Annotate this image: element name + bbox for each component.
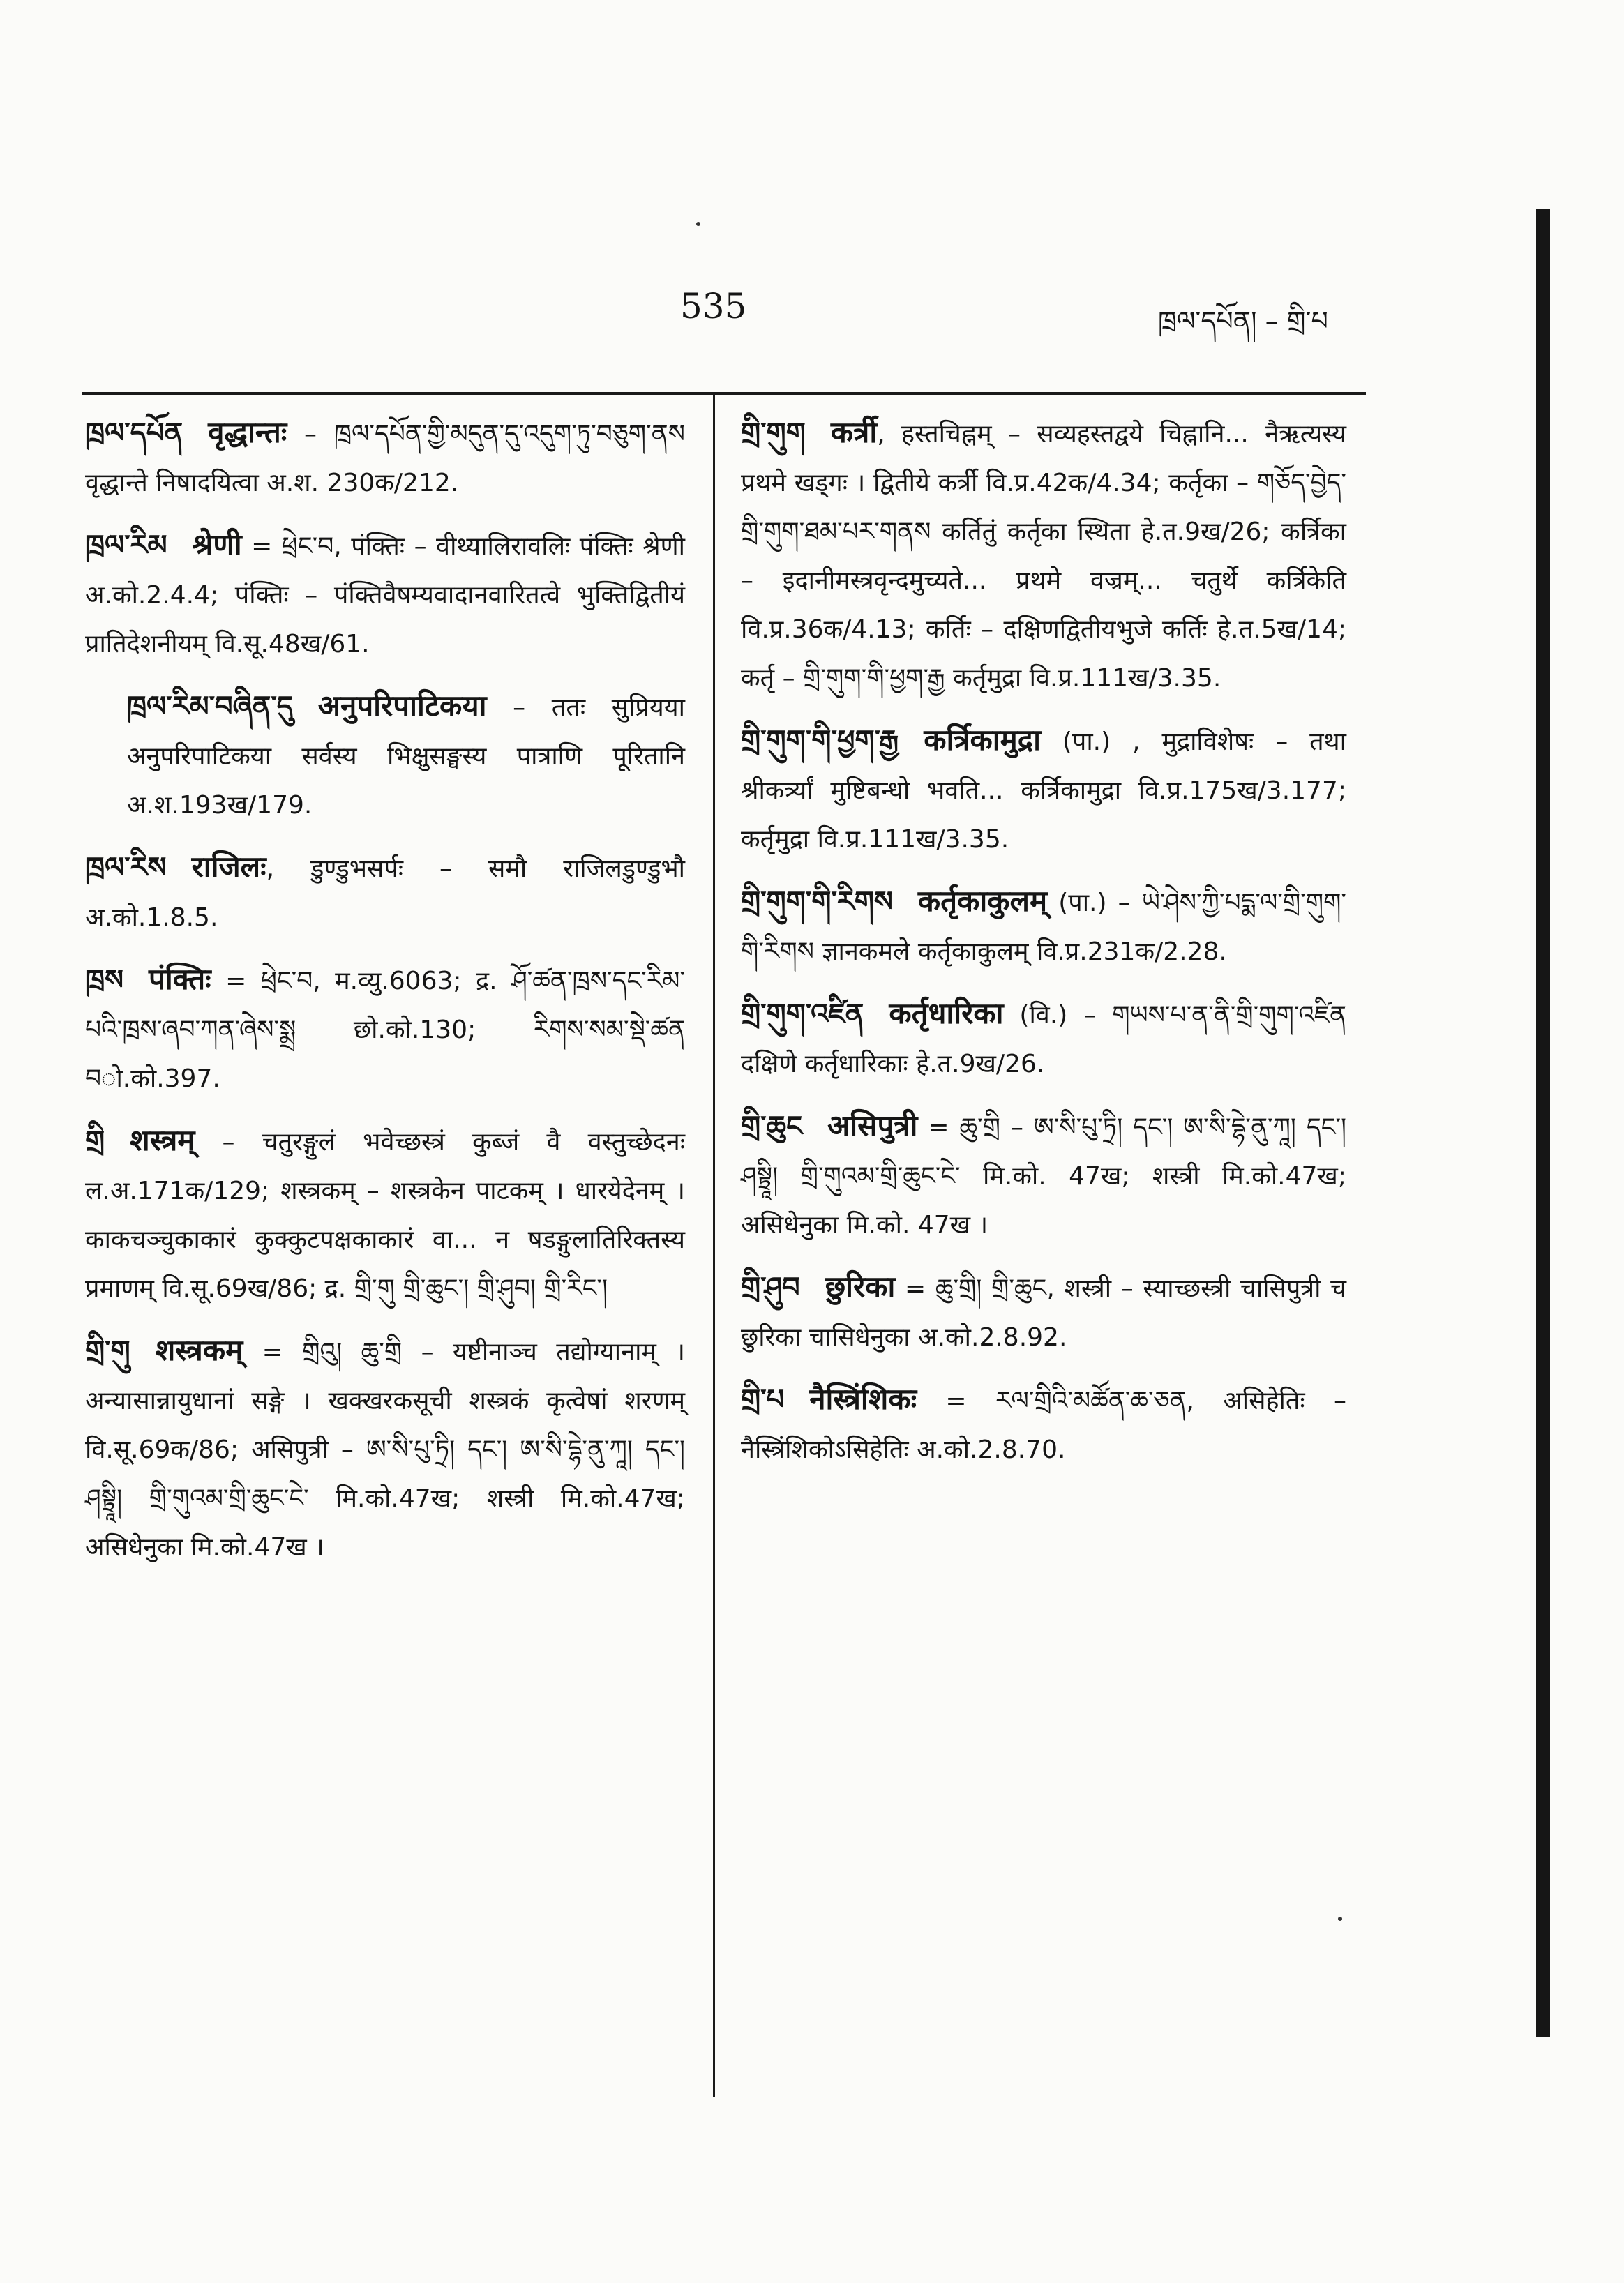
dictionary-subentry <box>85 681 685 830</box>
entry-headword: གྲི་གུག་གི་ཕྱག་རྒྱ <box>741 725 899 757</box>
entry-term: कर्तृकाकुलम् <box>917 884 1048 918</box>
entry-body: = ཆུ་གྲི – ཨ་སི་པུ་ཏྲི། དང་། ཨ་སི་དྷེ་ནུ་ཀཱ། དང་། ཤསྟྲཱི། གྲི་གུའམ་གྲི་ཆུང་ངེ་ मि.को. 47ख; शस्त्री मि.को.47ख; असिधेनुका मि.को. 47ख । <box>741 1113 1346 1240</box>
dictionary-entry <box>741 989 1346 1089</box>
entry-term: पंक्तिः <box>149 962 211 996</box>
entry-term: कर्त्रिकामुद्रा <box>924 723 1041 757</box>
entry-headword: ཁྲལ་རིམ་བཞིན་དུ <box>127 691 293 723</box>
entry-body: = གྲིའུ། ཆུ་གྲི – यष्टीनाञ्च तद्योग्यानाम् । अन्यासान्नायुधानां सङ्गे । खक्खरकसूची शस्त्रकं कृत्वेषां शरणम् वि.सू.69क/86; असिपुत्री – ཨ་སི་པུ་ཏྲི། དང་། ཨ་སི་དྷེ་ནུ་ཀཱ། དང་། ཤསྟྲཱི། གྲི་གུའམ་གྲི་ཆུང་ངེ་ मि.को.47ख; शस्त्री मि.को.47ख; असिधेनुका मि.को.47ख । <box>85 1338 685 1562</box>
entry-body: = ཕྲེང་བ, पंक्तिः – वीथ्यालिरावलिः पंक्तिः श्रेणी अ.को.2.4.4; पंक्तिः – पंक्तिवैषम्यवादानवारितत्वे भुक्तिद्वितीयं प्रातिदेशनीयम् वि.सू.48ख/61. <box>85 532 685 658</box>
entry-body: = ཆུ་གྲི། གྲི་ཆུང, शस्त्री – स्याच्छस्त्री चासिपुत्री च छुरिका चासिधेनुका अ.को.2.8.92. <box>741 1274 1346 1352</box>
entry-headword: ཁྲལ་དཔོན <box>85 417 183 449</box>
entry-term: राजिलः <box>191 850 266 884</box>
dictionary-entry <box>85 1116 685 1313</box>
entry-headword: གྲི <box>85 1125 105 1157</box>
dictionary-entry <box>85 843 685 942</box>
column-divider <box>713 395 715 2097</box>
entry-body: (पा.) , मुद्राविशेषः – तथा श्रीकर्त्र्यां मुष्टिबन्धो भवति... कर्त्रिकामुद्रा वि.प्र.175ख/3.177; कर्तृमुद्रा वि.प्र.111ख/3.35. <box>741 728 1346 854</box>
entry-headword: ཁྲས <box>85 964 123 996</box>
entry-headword: གྲི་ཤུབ <box>741 1272 800 1304</box>
dictionary-entry <box>741 1263 1346 1362</box>
running-head: ཁྲལ་དཔོན། – གྲི་པ <box>1158 306 1328 336</box>
scan-speck <box>696 222 700 226</box>
entry-body: = ཕྲེང་བ, म.व्यु.6063; द्र. ཤོ་ཚན་ཁྲས་དང་རིམ་པའི་ཁྲས་ཞབ་ཀན་ཞེས་སྨྲ छो.को.130; རིགས་སམ་སྡེ་ཚན བो.को.397. <box>85 967 685 1093</box>
entry-term: अनुपरिपाटिकया <box>317 688 487 723</box>
entry-term: श्रेणी <box>192 527 242 562</box>
entry-body: , हस्तचिह्नम् – सव्यहस्तद्वये चिह्नानि... नैऋत्यस्य प्रथमे खड्गः । द्वितीये कर्त्री वि.प्र.42क/4.34; कर्तृका – གཅོད་བྱེད་གྲི་གུག་ཐམ་པར་གནས कर्तितुं कर्तृका स्थिता हे.त.9ख/26; कर्त्रिका – इदानीमस्त्रवृन्दमुच्यते... प्रथमे वज्रम्... चतुर्थे कर्त्रिकेति वि.प्र.36क/4.13; कर्तिः – दक्षिणद्वितीयभुजे कर्तिः हे.त.5ख/14; कर्तृ – གྲི་གུག་གི་ཕྱག་རྒྱ कर्तृमुद्रा वि.प्र.111ख/3.35. <box>741 420 1346 693</box>
entry-headword: གྲི་པ <box>741 1384 785 1416</box>
scan-speck <box>1338 1917 1342 1921</box>
entry-headword: གྲི་ཆུང <box>741 1110 803 1143</box>
entry-headword: གྲི་གུ <box>85 1335 130 1367</box>
entry-body: = རལ་གྲིའི་མཚོན་ཆ་ཅན, असिहेतिः – नैस्त्रिंशिकोऽसिहेतिः अ.को.2.8.70. <box>741 1387 1346 1464</box>
dictionary-entry <box>85 408 685 508</box>
dictionary-entry <box>85 1326 685 1572</box>
dictionary-entry <box>85 955 685 1103</box>
entry-term: शस्त्रम् <box>130 1123 195 1157</box>
entry-headword: གྲི་གུག་གི་རིགས <box>741 886 893 918</box>
dictionary-entry <box>741 877 1346 977</box>
entry-term: नैस्त्रिंशिकः <box>809 1382 917 1416</box>
entry-term: शस्त्रकम् <box>155 1333 243 1367</box>
page-number: 535 <box>680 286 747 326</box>
entry-body: , डुण्डुभसर्पः – समौ राजिलडुण्डुभौ अ.को.1.8.5. <box>85 854 685 932</box>
entry-body: (पा.) – ཡེ་ཤེས་ཀྱི་པདྨ་ལ་གྲི་གུག་གི་རིགས ज्ञानकमले कर्तृकाकुलम् वि.प्र.231क/2.28. <box>741 889 1346 966</box>
dictionary-entry <box>741 1375 1346 1475</box>
entry-body: – ཁྲལ་དཔོན་གྱི་མདུན་དུ་འདུག་ཏུ་བཅུག་ནས वृद्धान्ते निषादयित्वा अ.श. 230क/212. <box>85 420 685 497</box>
entry-term: असिपुत्री <box>827 1108 918 1143</box>
entry-term: कर्तृधारिका <box>889 996 1004 1030</box>
entry-term: वृद्धान्तः <box>208 415 287 449</box>
dictionary-entry <box>741 1101 1346 1250</box>
entry-term: छुरिका <box>825 1269 896 1304</box>
dictionary-entry <box>85 520 685 669</box>
dictionary-entry <box>741 408 1346 703</box>
left-column <box>85 408 685 1585</box>
entry-headword: གྲི་གུག <box>741 417 806 449</box>
dictionary-entry <box>741 716 1346 864</box>
page-header <box>0 286 1624 335</box>
header-rule <box>82 392 1366 395</box>
scan-margin-bar <box>1536 209 1550 2037</box>
entry-headword: ཁྲལ་རིམ <box>85 529 167 562</box>
entry-body: – ततः सुप्रियया अनुपरिपाटिकया सर्वस्य भिक्षुसङ्घस्य पात्राणि पूरितानि अ.श.193ख/179. <box>127 693 685 820</box>
entry-body: – चतुरङ्गुलं भवेच्छस्त्रं कुब्जं वै वस्तुच्छेदनः ल.अ.171क/129; शस्त्रकम् – शस्त्रकेन पाटकम् । धारयेदेनम् । काकचञ्चुकाकारं कुक्कुटपक्षकाकारं वा... न षडङ्गुलातिरिक्तस्य प्रमाणम् वि.सू.69ख/86; द्र. གྲི་གུ གྲི་ཆུང་། གྲི་ཤུབ། གྲི་རིང་། <box>85 1128 685 1303</box>
entry-headword: ཁྲལ་རིས <box>85 852 167 884</box>
entry-headword: གྲི་གུག་འཛིན <box>741 998 864 1030</box>
right-column <box>741 408 1346 1487</box>
entry-term: कर्त्री <box>830 415 878 449</box>
entry-body: (वि.) – གཡས་པ་ན་ནི་གྲི་གུག་འཛིན दक्षिणे कर्तृधारिकाः हे.त.9ख/26. <box>741 1001 1346 1078</box>
